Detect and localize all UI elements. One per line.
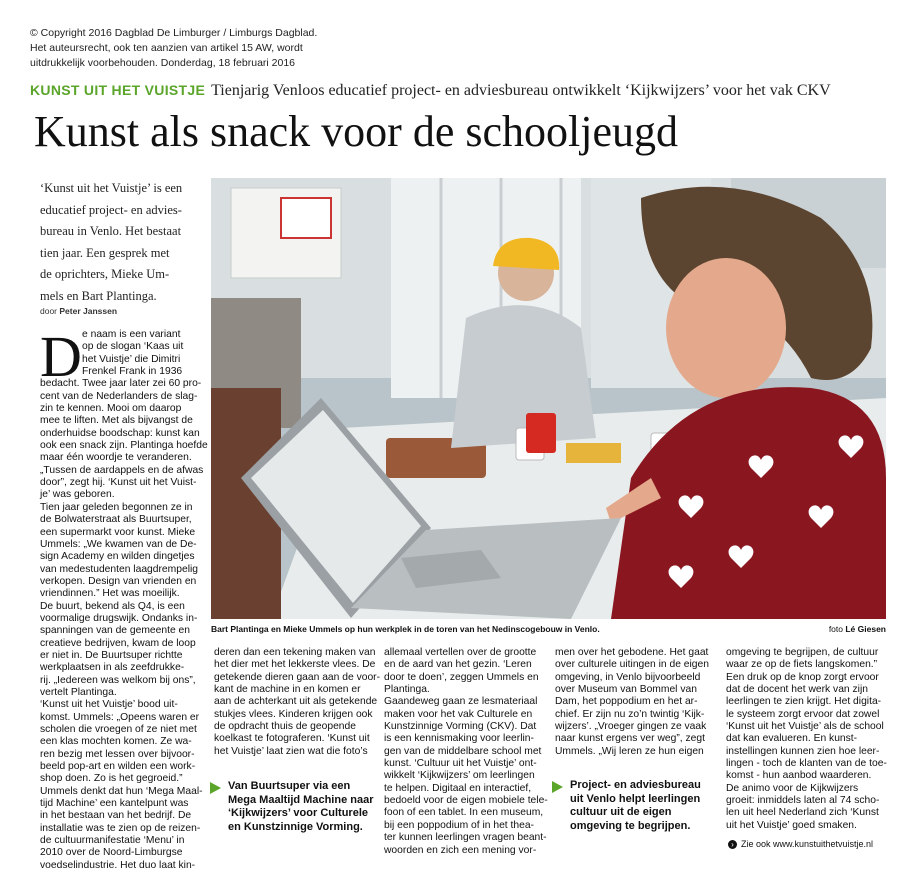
article-line: en de aard van het gezin. ‘Leren — [384, 659, 532, 671]
see-also-text: Zie ook www.kunstuithetvuistje.nl — [741, 839, 874, 849]
article-line: groeit: inmiddels laten al 74 scho- — [726, 795, 880, 807]
article-line: je’ was geboren. — [40, 489, 115, 501]
article-line: te helpen. Digitaal en interactief, — [384, 782, 532, 794]
article-line: beeld pop-art en wilden een work- — [40, 761, 196, 773]
article-line: een supermarkt voor kunst. Mieke — [40, 526, 196, 538]
article-line: ‘Kunst uit het Vuistje’ bood uit- — [40, 699, 178, 711]
article-line: maar één woordje te veranderen. — [40, 452, 192, 464]
copyright-line: © Copyright 2016 Dagblad De Limburger / Limburgs Dagblad. — [30, 27, 318, 39]
article-line: spanningen van de gemeente en — [40, 625, 190, 637]
article-line: bedoeld voor de eigen mobiele tele- — [384, 795, 548, 807]
article-line: van medestudenten laagdrempelig — [40, 563, 198, 575]
intro-line: ‘Kunst uit het Vuistje’ is een — [40, 181, 183, 195]
intro-line: bureau in Venlo. Het bestaat — [40, 224, 182, 238]
pullquote-line: Project- en adviesbureau — [570, 779, 701, 791]
article-line: over culturele uitingen in de eigen — [555, 659, 709, 671]
pullquote-line: cultuur uit de eigen — [570, 806, 672, 818]
pullquote-line: ‘Kijkwijzers’ voor Culturele — [228, 807, 368, 819]
article-line: Frenkel Frank in 1936 — [82, 366, 183, 378]
copyright-line: uitdrukkelijk voorbehouden. Donderdag, 18 februari 2016 — [30, 57, 296, 69]
copyright-line: Het auteursrecht, ook ten aanzien van artikel 15 AW, wordt — [30, 42, 303, 54]
article-line: de cultuurmanifestatie ‘Menu’ in — [40, 835, 185, 847]
article-line: naar kunst ergens ver weg”, zegt — [555, 733, 705, 745]
article-line: ren bezig met lessen over bijvoor- — [40, 748, 195, 760]
arrow-icon — [552, 781, 563, 793]
caption-text: Bart Plantinga en Mieke Ummels op hun werkplek in de toren van het Nedinscogebouw in Venlo. — [211, 624, 600, 634]
article-line: onderhuidse boodschap: kunst kan — [40, 427, 200, 439]
article-line: Ummels. „Wij leren ze hun eigen — [555, 745, 704, 757]
article-line: len uit heel Nederland zich ‘Kunst — [726, 807, 879, 819]
article-line: over Museum van Bommel van — [555, 684, 697, 696]
article-line: De animo voor de Kijkwijzers — [726, 782, 859, 794]
article-line: 2010 over de Noord-Limburgse — [40, 847, 183, 859]
article-line: gen van de middelbare school met — [384, 745, 542, 757]
article-line: wikkelt ‘Kijkwijzers’ om leerlingen — [384, 770, 535, 782]
article-line: uit het Vuistje’ goed smaken. — [726, 819, 857, 831]
article-line: ter kunnen leerlingen vragen beant- — [384, 832, 547, 844]
article-line: waar ze op de fiets langskomen.” — [726, 659, 878, 671]
article-line: Tien jaar geleden begonnen ze in — [40, 501, 193, 513]
article-line: omgeving te begrijpen, de cultuur — [726, 647, 879, 658]
intro-paragraph — [40, 178, 210, 307]
article-line: rij. „Iedereen was welkom bij ons”, — [40, 674, 196, 686]
pullquote-line: omgeving te begrijpen. — [570, 819, 691, 832]
article-line: Gaandeweg gaan ze lesmateriaal — [384, 696, 538, 708]
article-line: door”, zegt hij. ‘Kunst uit het Vuist- — [40, 477, 197, 489]
article-line: bij een poppodium of in het thea- — [384, 819, 534, 831]
intro-line: educatief project- en advies- — [40, 202, 182, 217]
article-line: instellingen kunnen zien hoe leer- — [726, 745, 880, 757]
article-line: dat kan evalueren. En kunst- — [726, 733, 858, 745]
article-line: installatie was te zien op de reizen- — [40, 822, 201, 834]
article-line: shop doen. Zo is het gegroeid.” — [40, 773, 183, 785]
intro-line: de oprichters, Mieke Um- — [40, 267, 170, 281]
article-line: le systeem zorgt ervoor dat zowel — [726, 708, 880, 720]
article-line: in het bestaan van het bedrijf. De — [40, 810, 192, 822]
article-line: „Tussen de aardappels en de afwas — [40, 464, 204, 476]
credit-prefix: foto — [828, 624, 846, 634]
arrow-circle-icon: › — [728, 840, 737, 849]
article-line: Ummels: „We kwamen van de De- — [40, 538, 197, 550]
pullquote-1 — [228, 780, 373, 834]
credit-name: Lé Giesen — [845, 624, 886, 634]
intro-line: mels en Bart Plantinga. — [40, 288, 157, 303]
drop-cap: D — [40, 324, 82, 389]
article-line: Kunstzinnige Vorming (CKV). Dat — [384, 721, 537, 733]
copyright-notice — [30, 26, 360, 71]
article-line: het dier met het lekkerste vlees. De — [214, 659, 376, 671]
article-line: de opdracht thuis de geopende — [214, 721, 356, 733]
article-line: stukjes vlees. Kinderen krijgen ook — [214, 708, 373, 720]
pullquote-line: Mega Maaltijd Machine naar — [228, 793, 374, 806]
photo-credit — [829, 624, 886, 634]
pullquote-line: Van Buurtsuper via een — [228, 780, 351, 792]
article-line: Een druk op de knop zorgt ervoor — [726, 671, 879, 683]
article-line: omgeving, in Venlo bijvoorbeeld — [555, 671, 701, 683]
article-line: leerlingen te zien krijgt. Het digita- — [726, 696, 882, 708]
article-line: het Vuistje’ die Dimitri — [82, 353, 181, 365]
article-line: voormalige drugswijk. Ondanks in- — [40, 612, 198, 624]
article-line: koelkast te fotograferen. ‘Kunst uit — [214, 733, 370, 745]
photo-illustration — [211, 178, 886, 619]
article-line: verkopen. Design van vrienden en — [40, 575, 197, 587]
pullquote-line: en Kunstzinnige Vorming. — [228, 820, 363, 833]
article-line: creatieve bedrijven, kwam de loop — [40, 637, 196, 649]
article-line: men over het gebodene. Het gaat — [555, 647, 709, 658]
byline — [40, 306, 117, 316]
article-column-2 — [214, 647, 381, 758]
article-line: deren dan een tekening maken van — [214, 647, 376, 658]
byline-prefix: door — [40, 306, 60, 316]
article-line: komst. Ummels: „Opeens waren er — [40, 711, 200, 723]
article-line: e naam is een variant — [82, 329, 181, 340]
article-line: een klas mochten komen. Ze wa- — [40, 736, 192, 748]
article-line: foon of een tablet. In een museum, — [384, 807, 544, 819]
article-column-4 — [555, 647, 717, 758]
article-line: ook een snack zijn. Plantinga hoefde — [40, 440, 208, 452]
intro-line: tien jaar. Een gesprek met — [40, 245, 170, 260]
headline: Kunst als snack voor de schooljeugd — [34, 107, 678, 156]
pullquote-2 — [570, 779, 701, 833]
kicker — [30, 82, 910, 100]
article-line: De buurt, bekend als Q4, is een — [40, 600, 185, 612]
article-line: bedacht. Twee jaar later zei 60 pro- — [40, 378, 202, 390]
byline-author: Peter Janssen — [59, 306, 118, 316]
article-line: Dam, het poppodium en het ar- — [555, 696, 698, 708]
article-line: kant de machine in en komen er — [214, 684, 361, 696]
article-column-5 — [726, 647, 888, 832]
article-line: sign Academy en wilden dingetjes — [40, 551, 195, 563]
article-line: Plantinga. — [384, 684, 430, 696]
article-line: mee te liften. Met als bijvangst de — [40, 415, 193, 427]
kicker-subtitle: Tienjarig Venloos educatief project- en adviesbureau ontwikkelt ‘Kijkwijzers’ voor het vak CKV — [211, 82, 831, 99]
article-line: Ummels denkt dat hun ‘Mega Maal- — [40, 785, 203, 797]
article-line: vriendinnen.” Het was moeilijk. — [40, 588, 180, 600]
article-photo — [211, 178, 886, 619]
article-line: tijd Machine’ een kantelpunt was — [40, 798, 189, 810]
article-column-3 — [384, 647, 546, 857]
article-line: getekende dieren gaan aan de voor- — [214, 671, 381, 683]
article-line: er niet in. De Buurtsuper richtte — [40, 649, 183, 661]
article-line: kunst. ‘Cultuur uit het Vuistje’ ont- — [384, 758, 537, 770]
article-line: voedselindustrie. Het duo laat kin- — [40, 859, 196, 871]
article-line: werkplaatsen in als zeefdrukke- — [40, 662, 185, 674]
article-line: chief. Er zijn nu zo’n twintig ‘Kijk- — [555, 708, 705, 720]
article-line: maken voor het vak Culturele en — [384, 708, 533, 720]
article-line: allemaal vertellen over de grootte — [384, 647, 537, 658]
article-line: woorden en zich een mening vor- — [384, 844, 537, 856]
article-line: vertelt Plantinga. — [40, 686, 117, 698]
article-column-1 — [40, 324, 208, 872]
article-line: cent van de Nederlanders de slag- — [40, 390, 198, 402]
article-line: wijzers’. „Vroeger gingen ze vaak — [555, 721, 707, 733]
photo-caption — [211, 624, 886, 634]
article-line: op de slogan ‘Kaas uit — [82, 341, 184, 353]
see-also-link[interactable] — [728, 839, 873, 849]
pullquote-line: uit Venlo helpt leerlingen — [570, 792, 701, 805]
article-line: zin te kennen. Mooi om daarop — [40, 403, 182, 415]
arrow-icon — [210, 782, 221, 794]
article-line: lingen - toch de klanten van de toe- — [726, 758, 887, 770]
article-line: komst - hun aanbod waarderen. — [726, 770, 872, 782]
article-line: door te doen’, zeggen Ummels en — [384, 671, 539, 683]
article-line: scholen die vroegen of ze niet met — [40, 724, 197, 735]
article-line: de Bolwaterstraat als Buurtsuper, — [40, 514, 192, 526]
article-line: het Vuistje’ laat zien wat die foto’s — [214, 745, 368, 757]
section-tag: KUNST UIT HET VUISTJE — [30, 82, 206, 98]
article-line: dat de docent het werk van zijn — [726, 684, 868, 696]
article-line: aan de achterkant uit als getekende — [214, 696, 378, 708]
article-line: ‘Kunst uit het Vuistje’ als de school — [726, 721, 884, 733]
article-line: is een kennismaking voor leerlin- — [384, 733, 534, 745]
